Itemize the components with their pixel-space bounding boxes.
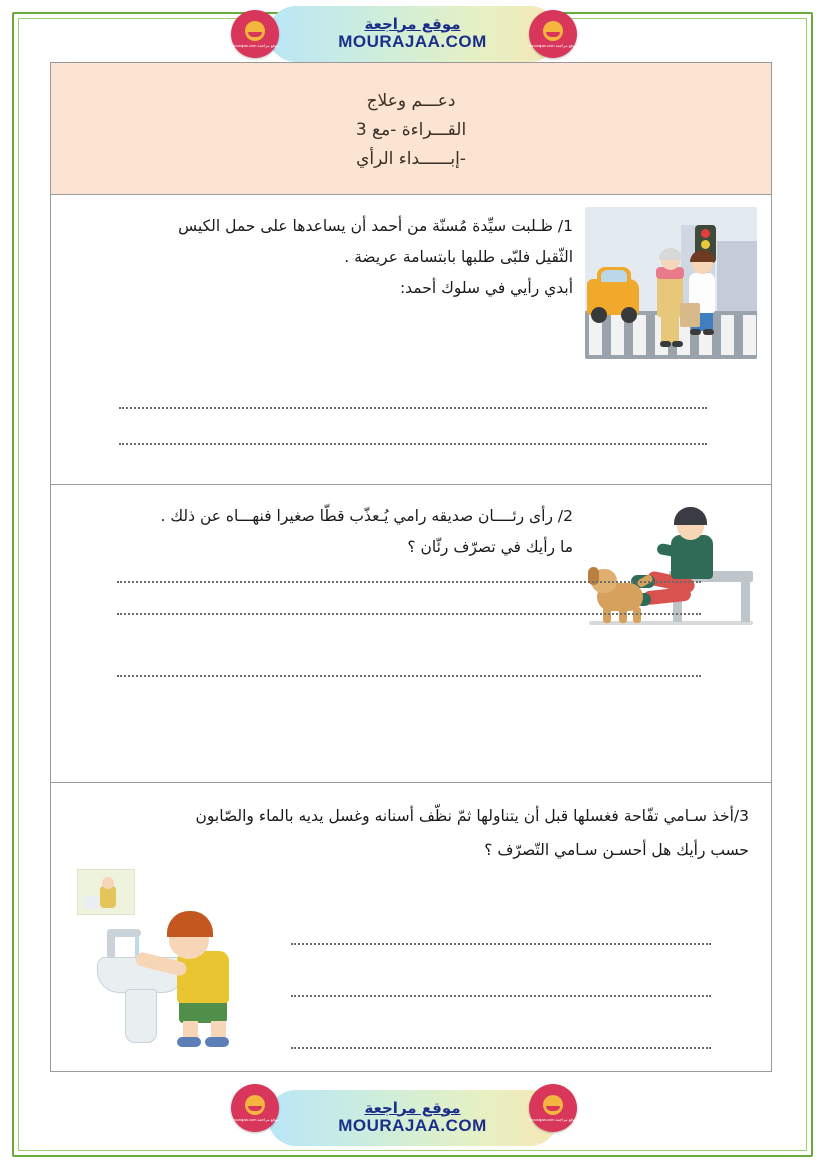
inset-thumbnail — [77, 869, 135, 915]
sun-icon — [543, 21, 563, 41]
exercise-1-line-3: أبدي رأيي في سلوك أحمد: — [399, 279, 573, 297]
site-logo-icon — [231, 10, 279, 58]
boy-washing-hands-illustration — [73, 865, 263, 1053]
site-banner-top — [268, 6, 558, 62]
site-banner-top-title: موقع مراجعة — [364, 14, 461, 33]
site-logo-caption: موقع مراجعة mourajaa.com — [231, 1116, 279, 1122]
exercise-3 — [51, 783, 771, 1071]
site-banner-bottom-title: موقع مراجعة — [364, 1098, 461, 1117]
answer-line[interactable] — [117, 613, 701, 615]
answer-line[interactable] — [117, 581, 701, 583]
exercise-1 — [51, 195, 771, 485]
site-banner-top-url: MOURAJAA.COM — [338, 32, 487, 52]
sun-icon — [543, 1095, 563, 1115]
site-logo-icon — [529, 10, 577, 58]
answer-line[interactable] — [291, 995, 711, 997]
site-logo-icon — [529, 1084, 577, 1132]
sun-icon — [245, 21, 265, 41]
exercise-2-line-1: 2/ رأى رئــــان صديقه رامي يُـعذّب قطّا صغيرا فنهـــاه عن ذلك . — [160, 507, 573, 525]
exercise-1-line-2: الثّقيل فلبّى طلبها بابتسامة عريضة . — [344, 248, 573, 266]
exercise-1-line-1: 1/ ظـلبت سيِّدة مُسنّة من أحمد أن يساعدها على حمل الكيس — [178, 217, 573, 235]
boy-and-dog-illustration — [585, 497, 757, 647]
exercise-2 — [51, 485, 771, 783]
worksheet-title-block — [51, 63, 771, 195]
worksheet-sheet — [50, 62, 772, 1072]
exercise-1-row — [51, 195, 771, 359]
page-subtitle: القـــراءة -مع 3 — [355, 120, 467, 141]
exercise-2-line-2: ما رأيك في تصرّف رئّان ؟ — [407, 538, 573, 556]
site-logo-caption: موقع مراجعة mourajaa.com — [529, 42, 577, 48]
answer-line[interactable] — [117, 675, 701, 677]
exercise-2-row — [51, 485, 771, 647]
sun-icon — [245, 1095, 265, 1115]
site-logo-caption: موقع مراجعة mourajaa.com — [529, 1116, 577, 1122]
exercise-3-line-1: 3/أخذ سـامي تفّاحة فغسلها قبل أن يتناولها ثمّ نظّف أسنانه وغسل يديه بالماء والصّابون — [195, 807, 749, 825]
page-subtitle-2: -إبــــــداء الرأي — [356, 148, 466, 169]
exercise-2-question — [65, 497, 585, 647]
answer-line[interactable] — [119, 407, 707, 409]
page-title: دعـــم وعلاج — [366, 91, 456, 112]
answer-line[interactable] — [119, 443, 707, 445]
site-logo-icon — [231, 1084, 279, 1132]
answer-line[interactable] — [291, 943, 711, 945]
answer-line[interactable] — [291, 1047, 711, 1049]
street-crossing-illustration — [585, 207, 757, 359]
site-banner-bottom-url: MOURAJAA.COM — [338, 1116, 487, 1136]
exercise-3-line-2: حسب رأيك هل أحسـن سـامي التّصرّف ؟ — [484, 841, 749, 860]
site-logo-caption: موقع مراجعة mourajaa.com — [231, 42, 279, 48]
site-banner-bottom — [268, 1090, 558, 1146]
exercise-1-question — [65, 207, 585, 359]
exercise-3-question — [51, 783, 771, 867]
